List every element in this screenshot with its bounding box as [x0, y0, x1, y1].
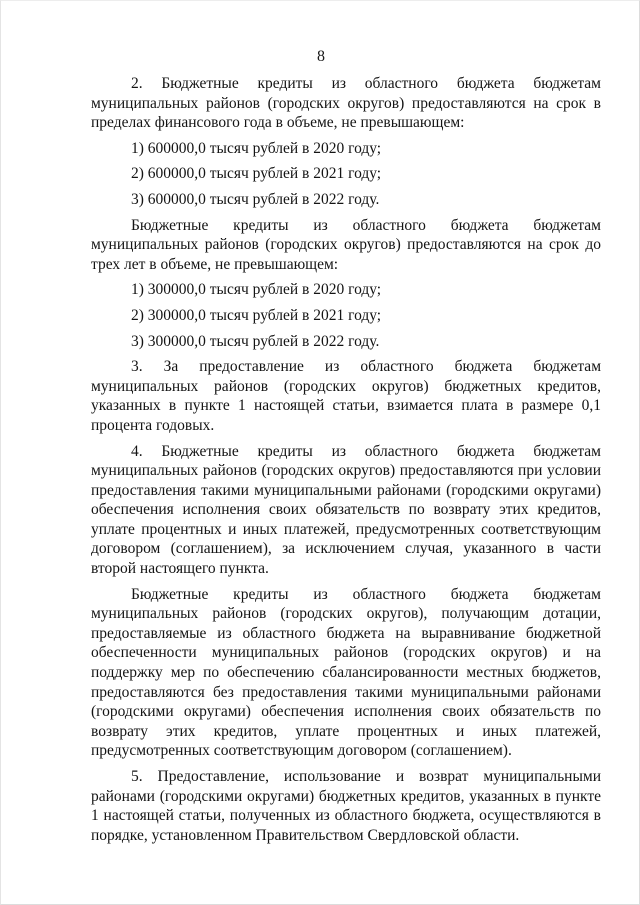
list-item-clause-2b-3: 3) 300000,0 тысяч рублей в 2022 году.: [131, 332, 380, 350]
paragraph-clause-4-part-2: Бюджетные кредиты из областного бюджета бюджетам муниципальных районов (городских округов), получающим дотации, предоставляемые из областного бюджета на выравнивание бюджетной обеспеченности муниципальных районов (городских округов) и на поддержку мер по обеспечению сбалансированности местных бюджетов, предоставляются без предоставления такими муниципальными районами (городскими округами) обеспечения исполнения своих обязательств по возврату этих кредитов, уплате процентных и иных платежей, предусмотренных соответствующим договором (соглашением).: [91, 585, 601, 760]
list-item-clause-2-3: 3) 600000,0 тысяч рублей в 2022 году.: [131, 190, 380, 208]
paragraph-clause-2: 2. Бюджетные кредиты из областного бюджета бюджетам муниципальных районов (городских округов) предоставляются на срок в пределах финансового года в объеме, не превышающем:: [91, 75, 601, 132]
page-number: 8: [317, 48, 325, 65]
list-item-clause-2b-2: 2) 300000,0 тысяч рублей в 2021 году;: [131, 306, 382, 324]
list-item-clause-2-1: 1) 600000,0 тысяч рублей в 2020 году;: [131, 139, 382, 157]
document-body: [91, 74, 601, 851]
paragraph-clause-4: 4. Бюджетные кредиты из областного бюджета бюджетам муниципальных районов (городских округов) предоставляются при условии предоставления такими муниципальными районами (городскими округами) обеспечения исполнения своих обязательств по возврату этих кредитов, уплате процентных и иных платежей, предусмотренных соответствующим договором (соглашением), за исключением случая, указанного в части второй настоящего пункта.: [91, 442, 601, 578]
paragraph-clause-3: 3. За предоставление из областного бюджета бюджетам муниципальных районов (городских округов) бюджетных кредитов, указанных в пункте 1 настоящей статьи, взимается плата в размере 0,1 процента годовых.: [91, 358, 601, 434]
paragraph-clause-2-part-2: Бюджетные кредиты из областного бюджета бюджетам муниципальных районов (городских округов) предоставляются на срок до трех лет в объеме, не превышающем:: [91, 216, 601, 273]
paragraph-clause-5: 5. Предоставление, использование и возврат муниципальными районами (городскими округами) бюджетных кредитов, указанных в пункте 1 настоящей статьи, полученных из областного бюджета, осуществляются в порядке, установленном Правительством Свердловской области.: [91, 768, 601, 844]
list-item-clause-2-2: 2) 600000,0 тысяч рублей в 2021 году;: [131, 165, 382, 183]
list-item-clause-2b-1: 1) 300000,0 тысяч рублей в 2020 году;: [131, 281, 382, 299]
